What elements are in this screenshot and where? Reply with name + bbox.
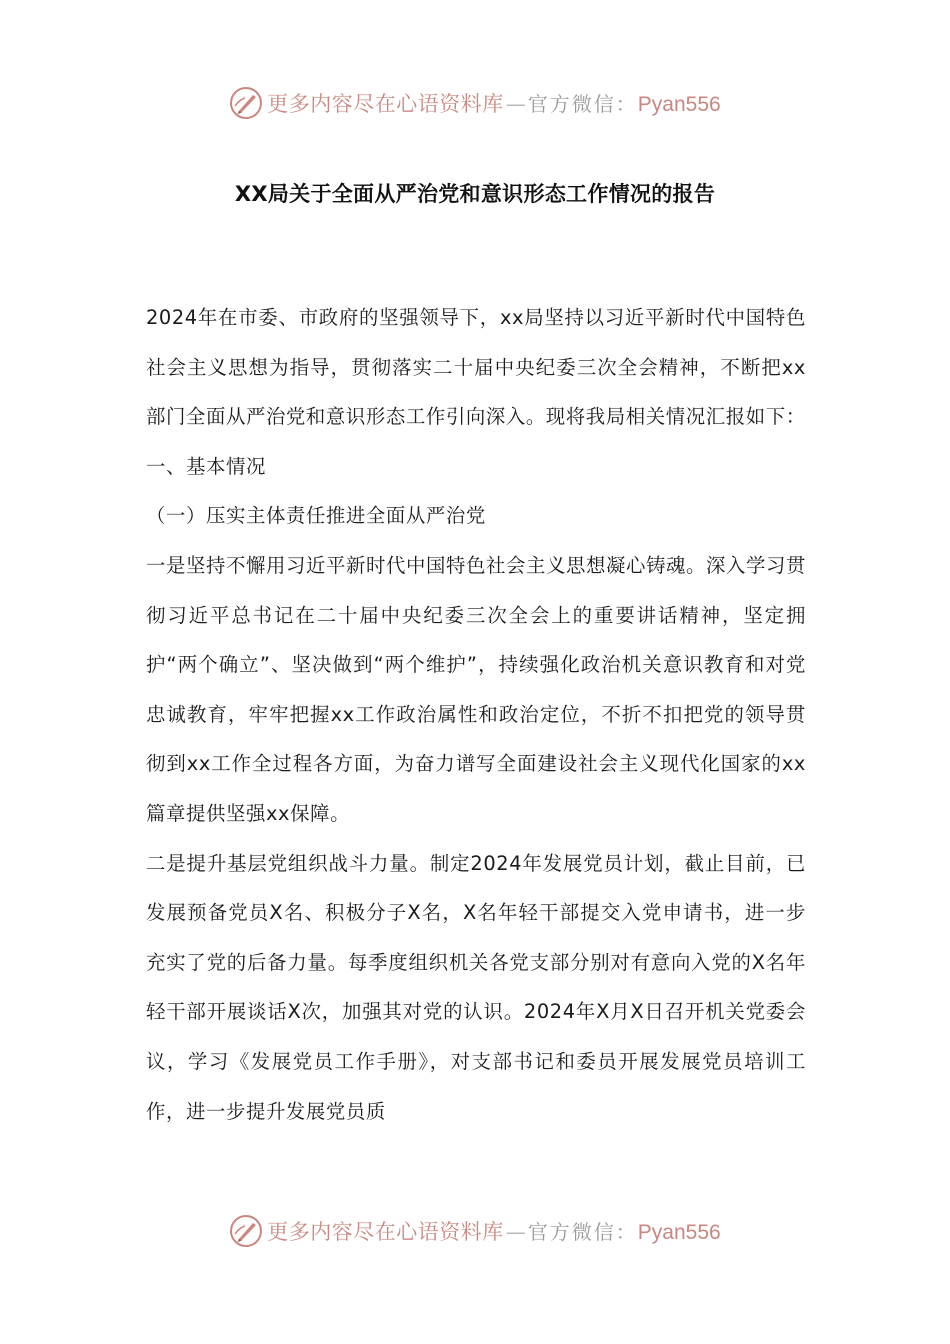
subsection-heading: （一）压实主体责任推进全面从严治党 xyxy=(146,504,486,528)
body-paragraph-2: 二是提升基层党组织战斗力量。制定2024年发展党员计划，截止目前，已发展预备党员X名、积极分子X名，X名年轻干部提交入党申请书，进一步充实了党的后备力量。每季度组织机关各党支部分别对有意向入党的X名年轻干部开展谈话X次，加强其对党的认识。2024年X月X日召开机关党委会议，学习《发展党员工作手册》，对支部书记和委员开展发展党员培训工作，进一步提升发展党员质 xyxy=(146,851,806,1123)
intro-paragraph: 2024年在市委、市政府的坚强领导下，xx局坚持以习近平新时代中国特色社会主义思想为指导，贯彻落实二十届中央纪委三次全会精神，不断把xx部门全面从严治党和意识形态工作引向深入。现将我局相关情况汇报如下： xyxy=(146,306,806,429)
watermark-label: 官方微信： xyxy=(527,92,638,116)
watermark-text xyxy=(267,1216,720,1246)
document-title: XX局关于全面从严治党和意识形态工作情况的报告 xyxy=(234,182,716,206)
watermark-label: 官方微信： xyxy=(527,1220,638,1244)
document-body xyxy=(146,293,806,1136)
watermark-wechat-id: Pyan556 xyxy=(637,93,721,116)
watermark-separator: — xyxy=(505,92,526,116)
quill-logo-icon xyxy=(229,86,263,120)
watermark-banner-top xyxy=(0,83,950,123)
watermark-main-text: 更多内容尽在心语资料库 xyxy=(267,1220,504,1244)
watermark-wechat-id: Pyan556 xyxy=(637,1221,721,1244)
watermark-separator: — xyxy=(505,1220,526,1244)
quill-logo-icon xyxy=(229,1214,263,1248)
body-paragraph-1: 一是坚持不懈用习近平新时代中国特色社会主义思想凝心铸魂。深入学习贯彻习近平总书记在二十届中央纪委三次全会上的重要讲话精神，坚定拥护“两个确立”、坚决做到“两个维护”，持续强化政治机关意识教育和对党忠诚教育，牢牢把握xx工作政治属性和政治定位，不折不扣把党的领导贯彻到xx工作全过程各方面，为奋力谱写全面建设社会主义现代化国家的xx篇章提供坚强xx保障。 xyxy=(146,553,806,825)
watermark-text xyxy=(267,88,720,118)
watermark-banner-bottom xyxy=(0,1211,950,1251)
watermark-main-text: 更多内容尽在心语资料库 xyxy=(267,92,504,116)
section-heading: 一、基本情况 xyxy=(146,454,266,478)
